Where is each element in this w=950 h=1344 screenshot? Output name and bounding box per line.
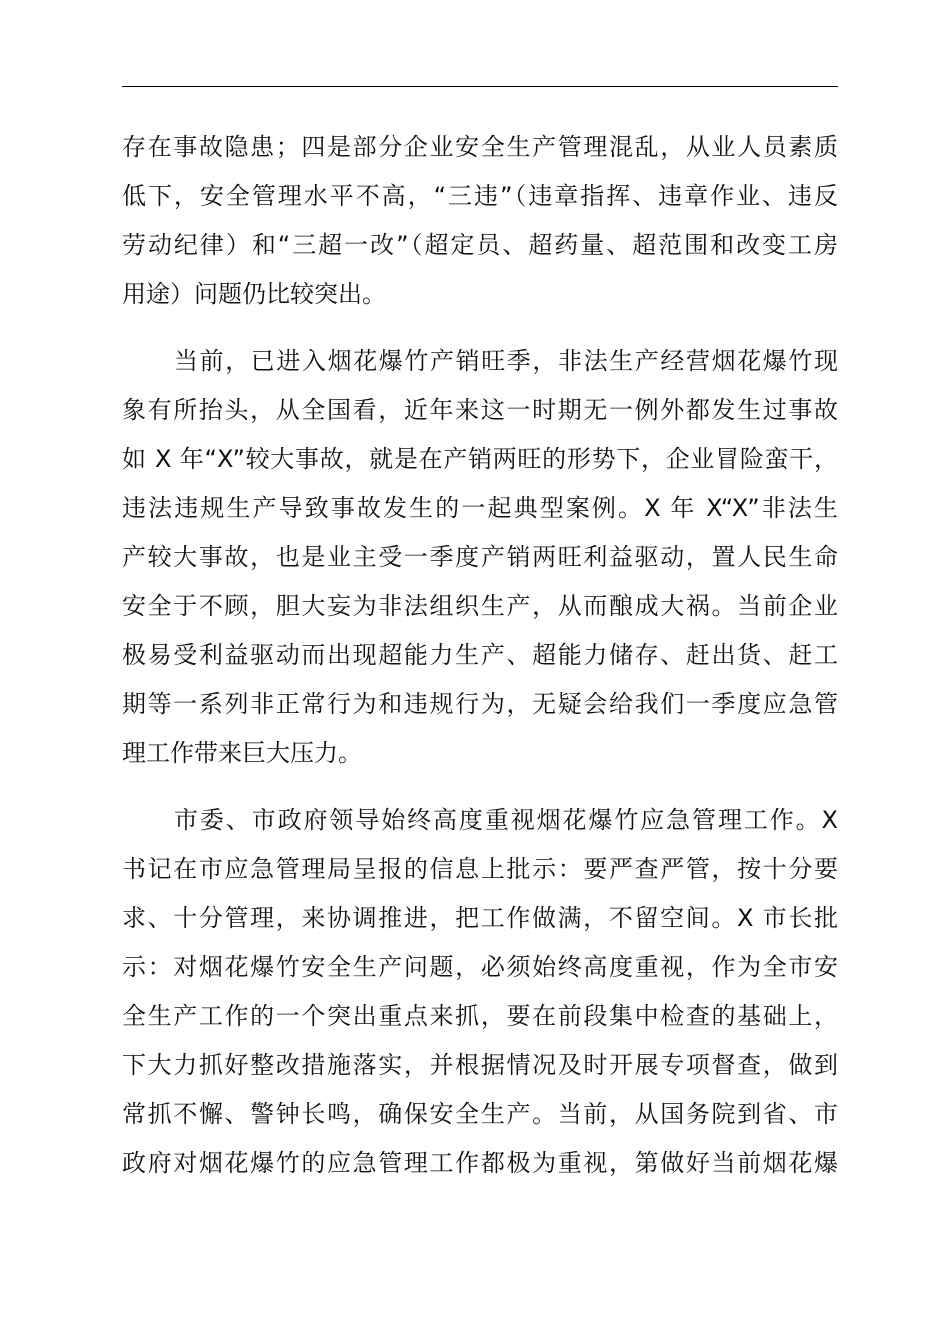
text-line: 安全于不顾，胆大妄为非法组织生产，从而酿成大祸。当前企业 — [122, 592, 838, 620]
text-line: 如 X 年“X”较大事故，就是在产销两旺的形势下，企业冒险蛮干， — [122, 445, 838, 473]
header-rule — [122, 86, 838, 87]
text-line: 政府对烟花爆竹的应急管理工作都极为重视，第做好当前烟花爆 — [122, 1149, 838, 1177]
text-line: 书记在市应急管理局呈报的信息上批示：要严查严管，按十分要 — [122, 855, 838, 883]
paragraph-current-season — [122, 337, 838, 778]
text-line: 象有所抬头，从全国看，近年来这一时期无一例外都发生过事故 — [122, 396, 838, 424]
text-line: 当前，已进入烟花爆竹产销旺季，非法生产经营烟花爆竹现 — [174, 347, 838, 375]
paragraph-continuation — [122, 123, 838, 319]
text-line: 劳动纪律）和“三超一改”（超定员、超药量、超范围和改变工房 — [122, 231, 838, 259]
text-line: 理工作带来巨大压力。 — [122, 739, 362, 767]
text-line: 求、十分管理，来协调推进，把工作做满，不留空间。X 市长批 — [122, 904, 838, 932]
text-line: 极易受利益驱动而出现超能力生产、超能力储存、赶出货、赶工 — [122, 641, 838, 669]
text-line: 全生产工作的一个突出重点来抓，要在前段集中检查的基础上， — [122, 1002, 838, 1030]
paragraph-leadership — [122, 796, 838, 1188]
text-line: 用途）问题仍比较突出。 — [122, 280, 386, 308]
text-line: 期等一系列非正常行为和违规行为，无疑会给我们一季度应急管 — [122, 690, 838, 718]
text-line: 产较大事故，也是业主受一季度产销两旺利益驱动，置人民生命 — [122, 543, 838, 571]
document-body — [122, 123, 838, 1188]
text-line: 存在事故隐患；四是部分企业安全生产管理混乱，从业人员素质 — [122, 133, 838, 161]
text-line: 违法违规生产导致事故发生的一起典型案例。X 年 X“X”非法生 — [122, 494, 838, 522]
text-line: 常抓不懈、警钟长鸣，确保安全生产。当前，从国务院到省、市 — [122, 1100, 838, 1128]
text-line: 示：对烟花爆竹安全生产问题，必须始终高度重视，作为全市安 — [122, 953, 838, 981]
text-line: 市委、市政府领导始终高度重视烟花爆竹应急管理工作。X — [174, 806, 838, 834]
text-line: 低下，安全管理水平不高，“三违”（违章指挥、违章作业、违反 — [122, 182, 838, 210]
text-line: 下大力抓好整改措施落实，并根据情况及时开展专项督查，做到 — [122, 1051, 838, 1079]
